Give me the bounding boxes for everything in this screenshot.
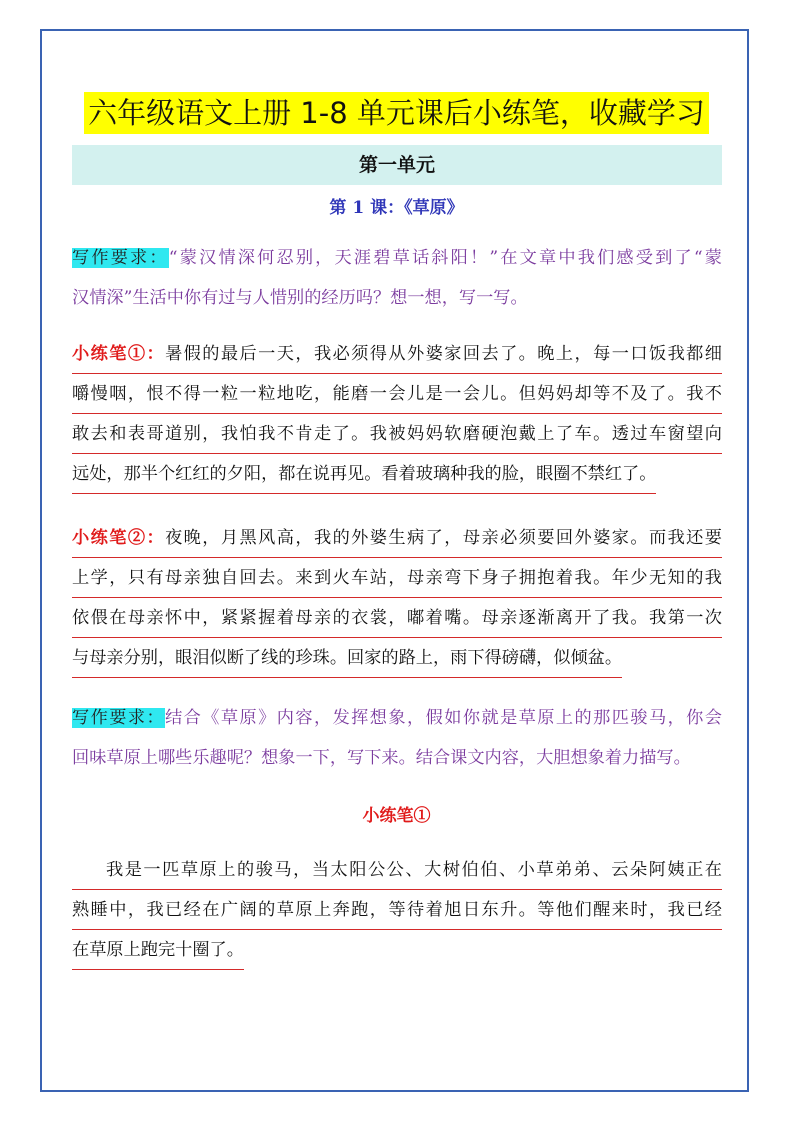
ex2-line-3: 依偎在母亲怀中，紧紧握着母亲的衣裳，嘟着嘴。母亲逐渐离开了我。我第一次 <box>72 598 722 638</box>
title-block <box>0 92 793 134</box>
req2-line-1: 写作要求：结合《草原》内容，发挥想象，假如你就是草原上的那匹骏马，你会 <box>72 708 722 728</box>
unit-heading: 第一单元 <box>72 145 722 185</box>
ex1-line-3: 敢去和表哥道别，我怕我不肯走了。我被妈妈软磨硬泡戴上了车。透过车窗望向 <box>72 414 722 454</box>
ex3-line-2: 熟睡中，我已经在广阔的草原上奔跑，等待着旭日东升。等他们醒来时，我已经 <box>72 890 722 930</box>
req2-line-2: 回味草原上哪些乐趣呢？想象一下，写下来。结合课文内容，大胆想象着力描写。 <box>72 748 691 768</box>
ex1-label: 小练笔①： <box>72 344 166 364</box>
practice-3 <box>72 850 722 970</box>
ex1-line-1: 小练笔①：暑假的最后一天，我必须得从外婆家回去了。晚上，每一口饭我都细 <box>72 334 722 374</box>
ex2-line-2: 上学，只有母亲独自回去。来到火车站，母亲弯下身子拥抱着我。年少无知的我 <box>72 558 722 598</box>
lesson-heading: 第 1 课：《草原》 <box>329 198 464 218</box>
page-title: 六年级语文上册 1-8 单元课后小练笔，收藏学习 <box>84 92 709 134</box>
ex1-line-2: 嚼慢咽，恨不得一粒一粒地吃，能磨一会儿是一会儿。但妈妈却等不及了。我不 <box>72 374 722 414</box>
practice-subheading: 小练笔① <box>362 806 431 826</box>
practice-1 <box>72 334 722 494</box>
ex3-line-3: 在草原上跑完十圈了。 <box>72 930 244 970</box>
writing-requirement-2 <box>72 698 722 778</box>
ex1-line-4: 远处，那半个红红的夕阳，都在说再见。看着玻璃种我的脸，眼圈不禁红了。 <box>72 454 656 494</box>
req1-line-2: 汉情深”生活中你有过与人惜别的经历吗？想一想，写一写。 <box>72 288 528 308</box>
practice-2 <box>72 518 722 678</box>
ex2-line-4: 与母亲分别，眼泪似断了线的珍珠。回家的路上，雨下得磅礴，似倾盆。 <box>72 638 622 678</box>
req2-label: 写作要求： <box>72 708 166 728</box>
writing-requirement-1 <box>72 238 722 318</box>
ex2-line-1: 小练笔②：夜晚，月黑风高，我的外婆生病了，母亲必须要回外婆家。而我还要 <box>72 518 722 558</box>
ex2-label: 小练笔②： <box>72 528 166 548</box>
req1-label: 写作要求： <box>72 248 169 268</box>
ex3-line-1: 我是一匹草原上的骏马，当太阳公公、大树伯伯、小草弟弟、云朵阿姨正在 <box>72 850 722 890</box>
req1-line-1: 写作要求：“蒙汉情深何忍别，天涯碧草话斜阳！”在文章中我们感受到了“蒙 <box>72 248 722 268</box>
